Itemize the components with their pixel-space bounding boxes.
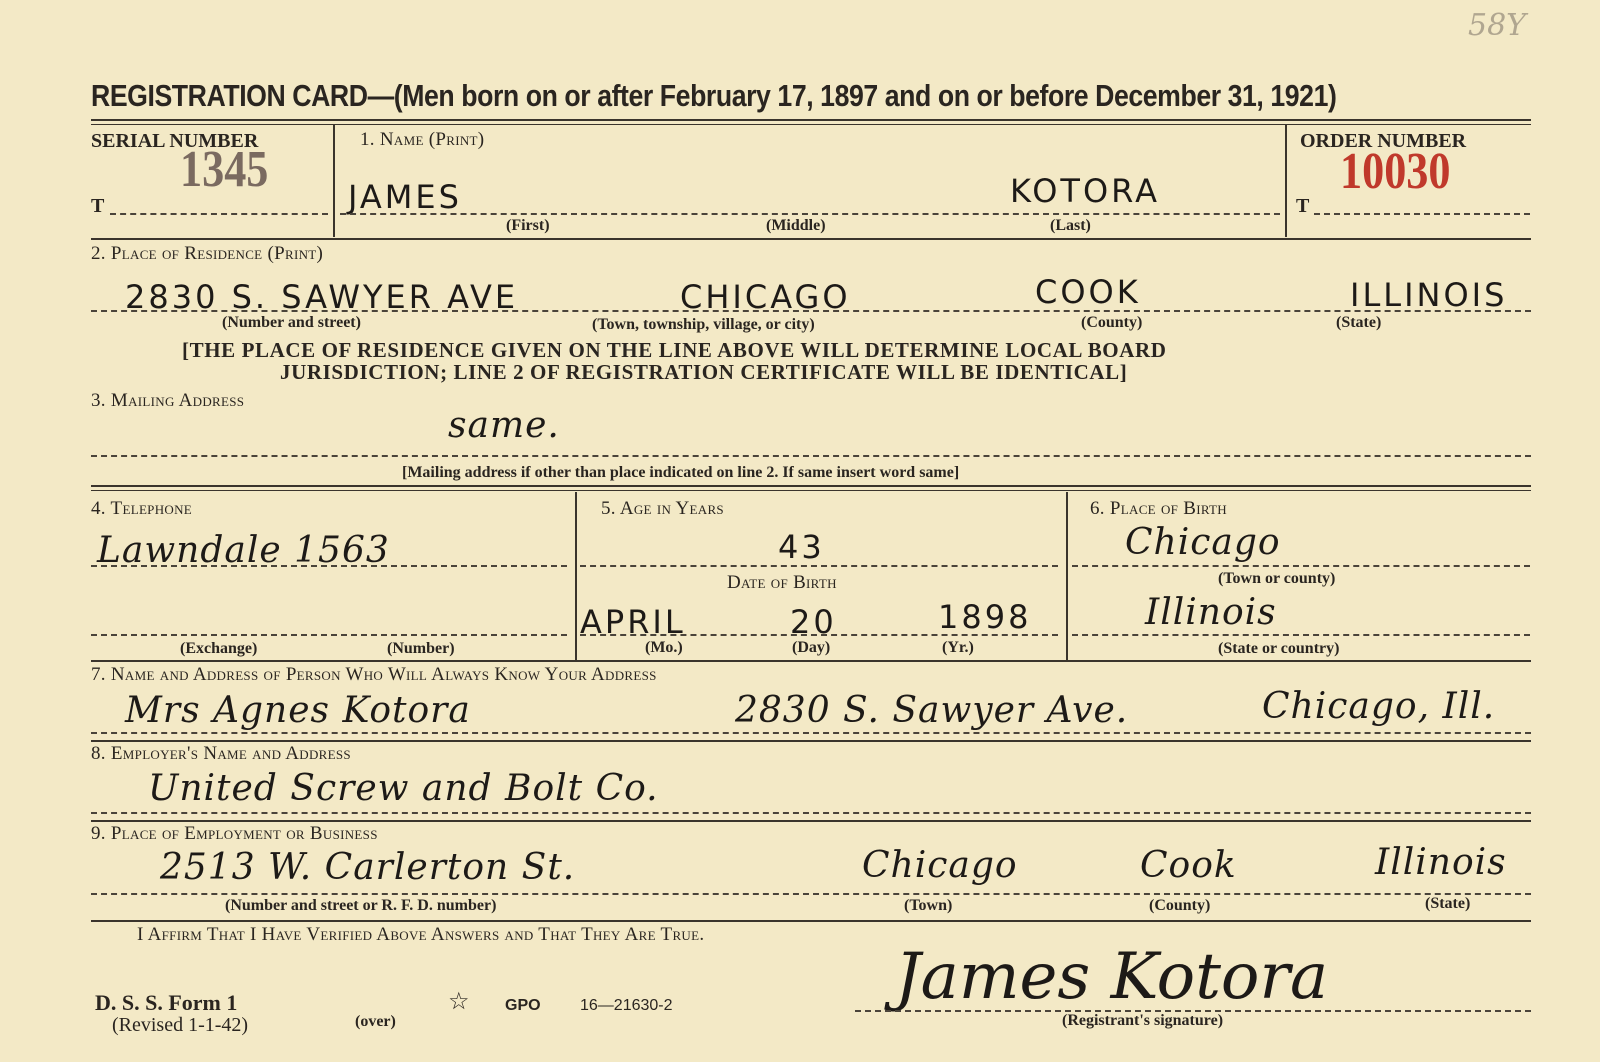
employment-street-caption: (Number and street or R. F. D. number) xyxy=(225,897,497,914)
dob-year: 1898 xyxy=(938,598,1032,636)
residence-state: ILLINOIS xyxy=(1350,276,1508,314)
residence-label: 2. Place of Residence (Print) xyxy=(91,243,324,264)
residence-town: CHICAGO xyxy=(680,278,851,316)
form-name: D. S. S. Form 1 xyxy=(95,990,238,1015)
mailing-address-value: same. xyxy=(448,405,560,446)
telephone-label: 4. Telephone xyxy=(91,498,193,519)
employment-state-caption: (State) xyxy=(1425,895,1471,912)
residence-county-caption: (County) xyxy=(1081,314,1143,331)
affirmation-text: I Affirm That I Have Verified Above Answers and That They Are True. xyxy=(137,924,705,945)
residence-street: 2830 S. SAWYER AVE xyxy=(125,278,519,316)
age-label: 5. Age in Years xyxy=(601,498,724,519)
order-prefix: T xyxy=(1296,195,1310,217)
residence-town-caption: (Town, township, village, or city) xyxy=(592,316,815,333)
birthplace-label: 6. Place of Birth xyxy=(1090,498,1227,519)
age-value: 43 xyxy=(778,528,825,566)
signature-caption: (Registrant's signature) xyxy=(1062,1012,1224,1029)
name-first: JAMES xyxy=(348,178,462,216)
serial-number-label: SERIAL NUMBER xyxy=(91,130,259,152)
dob-yr-caption: (Yr.) xyxy=(942,639,974,656)
residence-state-caption: (State) xyxy=(1336,314,1382,331)
employment-town: Chicago xyxy=(862,845,1018,886)
dob-mo-caption: (Mo.) xyxy=(645,639,683,656)
employment-label: 9. Place of Employment or Business xyxy=(91,823,378,844)
employment-county-caption: (County) xyxy=(1149,897,1211,914)
employment-street: 2513 W. Carlerton St. xyxy=(160,847,576,888)
dob-month: APRIL xyxy=(580,603,686,641)
residence-county: COOK xyxy=(1035,273,1141,311)
name-middle-caption: (Middle) xyxy=(766,217,826,234)
order-number-label: ORDER NUMBER xyxy=(1300,130,1467,152)
contact-label: 7. Name and Address of Person Who Will Always Know Your Address xyxy=(91,664,657,685)
name-first-caption: (First) xyxy=(506,217,550,234)
contact-address: 2830 S. Sawyer Ave. xyxy=(735,690,1129,731)
telephone-exchange-caption: (Exchange) xyxy=(180,640,258,657)
card-title: REGISTRATION CARD—(Men born on or after February 17, 1897 and on or before December 31, 1921) xyxy=(91,78,1337,113)
employment-county: Cook xyxy=(1140,845,1237,886)
corner-note: 58Y xyxy=(1468,8,1526,43)
name-label: 1. Name (Print) xyxy=(360,129,485,150)
star-icon: ☆ xyxy=(448,987,470,1015)
name-last: KOTORA xyxy=(1010,172,1160,210)
contact-city: Chicago, Ill. xyxy=(1262,686,1496,727)
birthplace-town-caption: (Town or county) xyxy=(1218,570,1336,587)
contact-name: Mrs Agnes Kotora xyxy=(125,690,471,731)
employment-town-caption: (Town) xyxy=(904,897,953,914)
mailing-address-caption: [Mailing address if other than place indicated on line 2. If same insert word same] xyxy=(402,464,960,481)
employer-label: 8. Employer's Name and Address xyxy=(91,743,351,764)
form-revised: (Revised 1-1-42) xyxy=(112,1014,249,1036)
jurisdiction-notice-line1: [THE PLACE OF RESIDENCE GIVEN ON THE LINE ABOVE WILL DETERMINE LOCAL BOARD xyxy=(182,338,1167,362)
residence-street-caption: (Number and street) xyxy=(222,314,361,331)
serial-prefix: T xyxy=(91,195,105,217)
name-last-caption: (Last) xyxy=(1050,217,1091,234)
dob-label: Date of Birth xyxy=(727,572,837,593)
serial-number-value: 1345 xyxy=(180,141,269,198)
employment-state: Illinois xyxy=(1375,842,1507,883)
jurisdiction-notice-line2: JURISDICTION; LINE 2 OF REGISTRATION CERTIFICATE WILL BE IDENTICAL] xyxy=(280,360,1128,384)
birthplace-town: Chicago xyxy=(1125,522,1281,563)
telephone-value: Lawndale 1563 xyxy=(97,530,390,571)
birthplace-state: Illinois xyxy=(1145,592,1277,633)
dob-day-caption: (Day) xyxy=(792,639,831,656)
birthplace-state-caption: (State or country) xyxy=(1218,640,1340,657)
form-over: (over) xyxy=(355,1013,396,1030)
registrant-signature: James Kotora xyxy=(895,940,1329,1014)
mailing-address-label: 3. Mailing Address xyxy=(91,390,245,411)
order-number-value: 10030 xyxy=(1340,143,1451,200)
telephone-number-caption: (Number) xyxy=(387,640,455,657)
dob-day: 20 xyxy=(790,603,837,641)
form-gpo: GPO xyxy=(505,997,541,1014)
employer-value: United Screw and Bolt Co. xyxy=(148,768,659,809)
form-code: 16—21630-2 xyxy=(580,997,673,1014)
